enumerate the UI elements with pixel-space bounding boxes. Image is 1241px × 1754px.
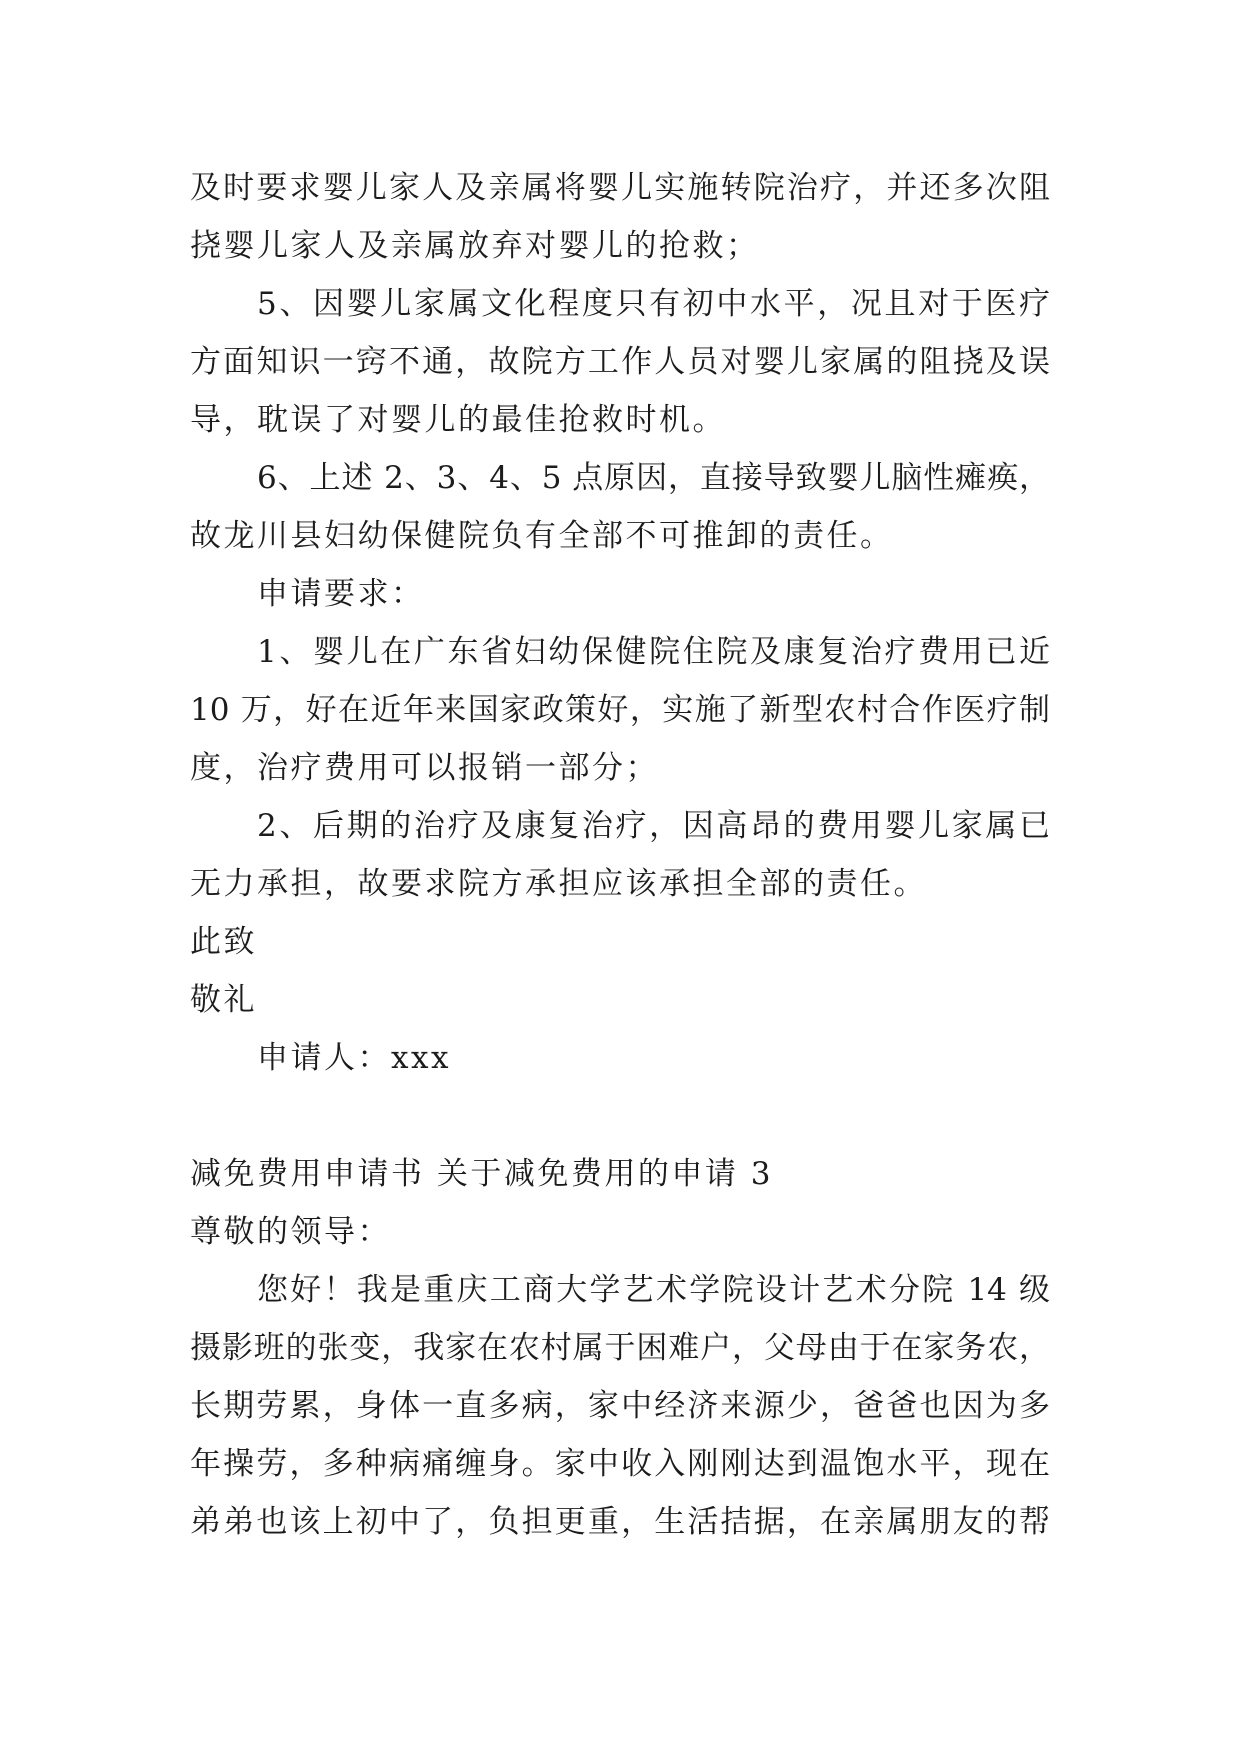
text-line: 度，治疗费用可以报销一部分； (190, 750, 659, 786)
text-line: 10 万，好在近年来国家政策好，实施了新型农村合作医疗制 (190, 692, 1050, 728)
text-line: 摄影班的张变，我家在农村属于困难户，父母由于在家务农， (190, 1330, 1050, 1366)
text-line: 方面知识一窍不通，故院方工作人员对婴儿家属的阻挠及误 (190, 344, 1050, 380)
text-line: 6、上述 2、3、4、5 点原因，直接导致婴儿脑性瘫痪， (257, 460, 1050, 496)
text-line: 5、因婴儿家属文化程度只有初中水平，况且对于医疗 (257, 286, 1050, 322)
text-line: 及时要求婴儿家人及亲属将婴儿实施转院治疗，并还多次阻 (190, 170, 1050, 206)
text-line: 无力承担，故要求院方承担应该承担全部的责任。 (190, 866, 927, 902)
closing-salutation: 此致 (190, 924, 257, 960)
text-line: 年操劳，多种病痛缠身。家中收入刚刚达到温饱水平，现在 (190, 1446, 1050, 1482)
applicant-signature: 申请人：xxx (257, 1040, 451, 1076)
text-line: 挠婴儿家人及亲属放弃对婴儿的抢救； (190, 228, 760, 264)
greeting: 尊敬的领导： (190, 1214, 391, 1250)
text-line: 故龙川县妇幼保健院负有全部不可推卸的责任。 (190, 518, 894, 554)
document-title: 减免费用申请书 关于减免费用的申请 3 (190, 1156, 773, 1192)
text-line: 2、后期的治疗及康复治疗，因高昂的费用婴儿家属已 (257, 808, 1050, 844)
text-line: 长期劳累，身体一直多病，家中经济来源少，爸爸也因为多 (190, 1388, 1050, 1424)
text-line: 1、婴儿在广东省妇幼保健院住院及康复治疗费用已近 (257, 634, 1050, 670)
text-line: 导，耽误了对婴儿的最佳抢救时机。 (190, 402, 726, 438)
text-line: 您好！我是重庆工商大学艺术学院设计艺术分院 14 级 (257, 1272, 1050, 1308)
closing-regards: 敬礼 (190, 982, 257, 1018)
section-heading: 申请要求： (257, 576, 425, 612)
text-line: 弟弟也该上初中了，负担更重，生活拮据，在亲属朋友的帮 (190, 1504, 1050, 1540)
